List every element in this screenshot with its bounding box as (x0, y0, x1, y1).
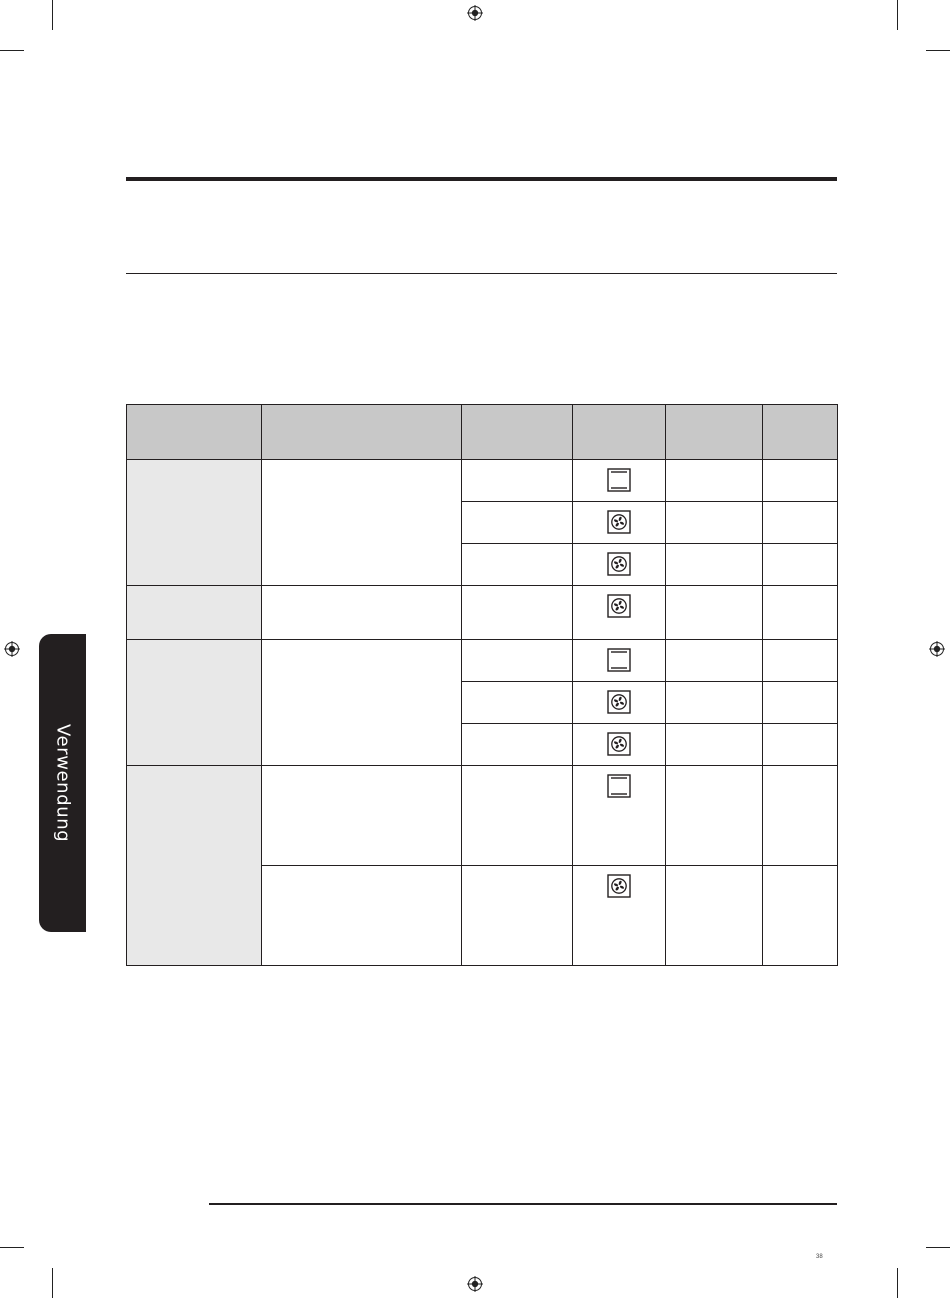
fan-heat-icon (607, 510, 631, 534)
section-divider-rule (126, 273, 837, 274)
level-cell (462, 502, 573, 544)
header-cell-temperature (666, 405, 763, 460)
level-cell (462, 724, 573, 766)
level-cell (462, 866, 573, 966)
time-cell (763, 724, 838, 766)
time-cell (763, 544, 838, 586)
temperature-cell (666, 866, 763, 966)
time-cell (763, 682, 838, 724)
temperature-cell (666, 460, 763, 502)
side-tab-label: Verwendung (52, 723, 74, 843)
table-header-row (127, 405, 838, 460)
top-bottom-heat-icon (607, 468, 631, 492)
temperature-cell (666, 724, 763, 766)
food-category-cell (127, 460, 262, 586)
cooking-table (126, 404, 838, 966)
fan-heat-icon (607, 552, 631, 576)
food-category-cell (127, 766, 262, 966)
vessel-cell (262, 640, 462, 766)
crop-mark-top-left-horizontal (0, 50, 24, 51)
fan-heat-icon (607, 874, 631, 898)
fan-heat-icon (607, 594, 631, 618)
vessel-cell (262, 766, 462, 866)
mode-cell (573, 640, 666, 682)
level-cell (462, 586, 573, 640)
mode-cell (573, 460, 666, 502)
time-cell (763, 502, 838, 544)
header-cell-mode (573, 405, 666, 460)
table-row (127, 586, 838, 640)
mode-cell (573, 724, 666, 766)
time-cell (763, 640, 838, 682)
mode-cell (573, 544, 666, 586)
footer-rule (209, 1203, 837, 1205)
mode-cell (573, 866, 666, 966)
level-cell (462, 544, 573, 586)
level-cell (462, 640, 573, 682)
fan-heat-icon (607, 732, 631, 756)
section-top-rule (126, 177, 837, 181)
time-cell (763, 766, 838, 866)
table-row (127, 640, 838, 682)
header-cell-level (462, 405, 573, 460)
vessel-cell (262, 586, 462, 640)
temperature-cell (666, 586, 763, 640)
food-category-cell (127, 586, 262, 640)
crop-mark-top-right-horizontal (926, 50, 950, 51)
header-cell-vessel (262, 405, 462, 460)
mode-cell (573, 766, 666, 866)
header-cell-food (127, 405, 262, 460)
crop-mark-bottom-right-horizontal (926, 1247, 950, 1248)
temperature-cell (666, 682, 763, 724)
table-row (127, 766, 838, 866)
level-cell (462, 766, 573, 866)
fan-heat-icon (607, 690, 631, 714)
vessel-cell (262, 866, 462, 966)
mode-cell (573, 502, 666, 544)
temperature-cell (666, 766, 763, 866)
crop-mark-top-left-vertical (52, 0, 53, 30)
registration-mark-icon (929, 641, 945, 657)
temperature-cell (666, 544, 763, 586)
registration-mark-icon (467, 1276, 483, 1292)
time-cell (763, 460, 838, 502)
crop-mark-bottom-right-vertical (897, 1268, 898, 1298)
registration-mark-icon (4, 641, 20, 657)
top-bottom-heat-icon (607, 648, 631, 672)
vessel-cell (262, 460, 462, 586)
registration-mark-icon (467, 5, 483, 21)
mode-cell (573, 586, 666, 640)
crop-mark-top-right-vertical (897, 0, 898, 30)
temperature-cell (666, 502, 763, 544)
time-cell (763, 586, 838, 640)
temperature-cell (666, 640, 763, 682)
header-cell-time (763, 405, 838, 460)
crop-mark-bottom-left-vertical (52, 1268, 53, 1298)
side-tab-label-wrapper (40, 634, 86, 932)
table-row (127, 460, 838, 502)
time-cell (763, 866, 838, 966)
page-number: 38 (816, 1254, 823, 1260)
mode-cell (573, 682, 666, 724)
level-cell (462, 682, 573, 724)
food-category-cell (127, 640, 262, 766)
level-cell (462, 460, 573, 502)
top-bottom-heat-icon (607, 774, 631, 798)
crop-mark-bottom-left-horizontal (0, 1247, 24, 1248)
